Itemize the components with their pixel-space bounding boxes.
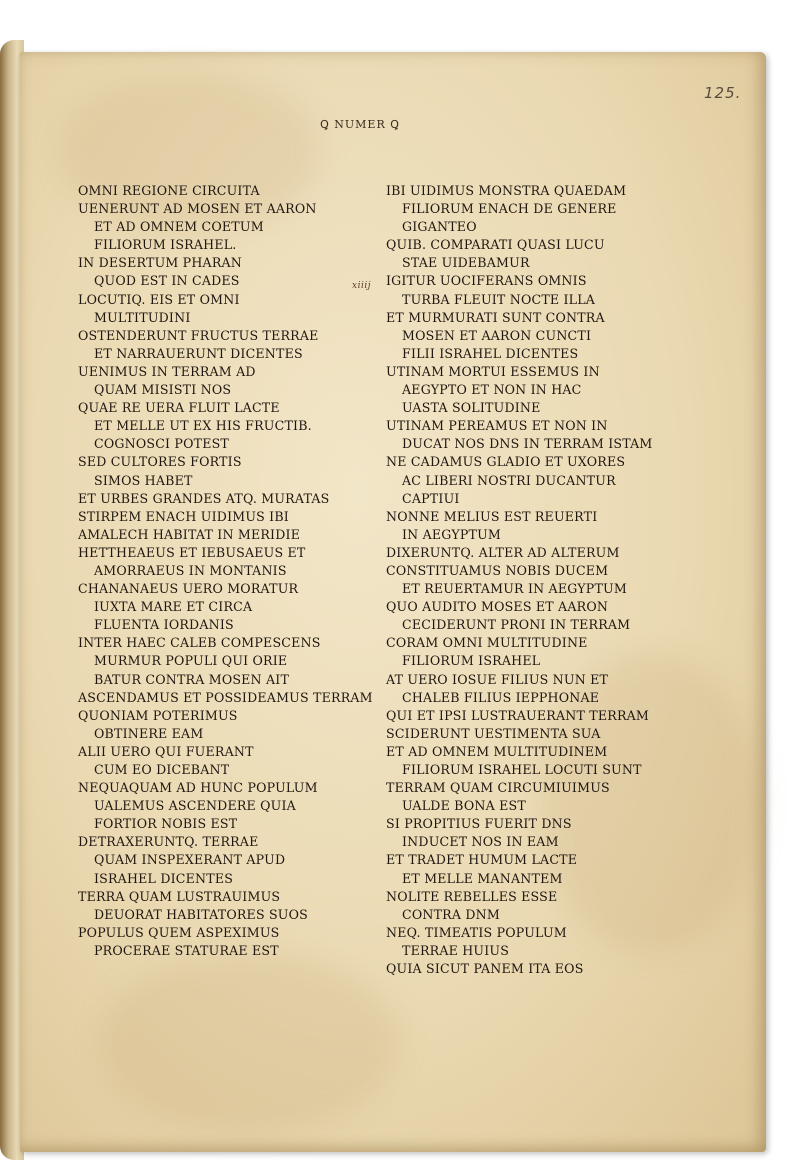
text-line: TERRAE HUIUS bbox=[402, 942, 510, 958]
text-line: SI PROPITIUS FUERIT DNS bbox=[386, 816, 572, 832]
text-line: NEQ. TIMEATIS POPULUM bbox=[386, 924, 567, 940]
text-line: ET REUERTAMUR IN AEGYPTUM bbox=[402, 581, 627, 597]
text-line: GIGANTEO bbox=[402, 219, 477, 235]
text-line: UALDE BONA EST bbox=[402, 798, 526, 814]
text-line: ET MELLE MANANTEM bbox=[402, 870, 563, 886]
text-line: MOSEN ET AARON CUNCTI bbox=[402, 327, 592, 343]
marginal-chapter-note: xiiij bbox=[352, 281, 372, 291]
text-line: CONSTITUAMUS NOBIS DUCEM bbox=[386, 562, 609, 578]
text-line: NONNE MELIUS EST REUERTI bbox=[386, 508, 598, 524]
text-line: NE CADAMUS GLADIO ET UXORES bbox=[386, 454, 626, 470]
parchment-stain bbox=[100, 952, 400, 1132]
text-line: ET MURMURATI SUNT CONTRA bbox=[386, 309, 605, 325]
running-head: Ꝗ NUMER Ꝗ bbox=[320, 118, 400, 131]
folio-number: 125. bbox=[704, 84, 742, 102]
text-line: ET TRADET HUMUM LACTE bbox=[386, 852, 578, 868]
text-line: FILIORUM ISRAHEL LOCUTI SUNT bbox=[402, 762, 642, 777]
text-line: NEQUAQUAM AD HUNC POPULUM bbox=[78, 780, 318, 796]
text-line: OMNI REGIONE CIRCUITA bbox=[78, 183, 260, 198]
text-line: CORAM OMNI MULTITUDINE bbox=[386, 635, 588, 651]
text-line: SIMOS HABET bbox=[94, 472, 193, 488]
text-line: INTER HAEC CALEB COMPESCENS bbox=[78, 635, 321, 651]
text-line: ET AD OMNEM MULTITUDINEM bbox=[386, 743, 608, 759]
text-line: DEUORAT HABITATORES SUOS bbox=[94, 906, 308, 922]
text-line: QUIB. COMPARATI QUASI LUCU bbox=[386, 237, 605, 253]
text-line: OBTINERE EAM bbox=[94, 725, 204, 741]
text-line: IUXTA MARE ET CIRCA bbox=[94, 599, 253, 615]
text-line: TURBA FLEUIT NOCTE ILLA bbox=[402, 291, 596, 307]
text-line: QUAM INSPEXERANT APUD bbox=[94, 852, 286, 868]
text-line: FORTIOR NOBIS EST bbox=[94, 816, 238, 832]
text-line: AT UERO IOSUE FILIUS NUN ET bbox=[386, 671, 609, 687]
text-line: ASCENDAMUS ET POSSIDEAMUS TERRAM bbox=[78, 689, 373, 705]
text-line: CHANANAEUS UERO MORATUR bbox=[78, 581, 299, 597]
text-line: MURMUR POPULI QUI ORIE bbox=[94, 653, 288, 669]
text-line: AMALECH HABITAT IN MERIDIE bbox=[78, 526, 301, 542]
text-line: QUOD EST IN CADES bbox=[94, 273, 240, 289]
running-head-text: NUMER bbox=[334, 118, 386, 131]
text-line: FLUENTA IORDANIS bbox=[94, 617, 234, 633]
text-line: UENERUNT AD MOSEN ET AARON bbox=[78, 201, 317, 217]
text-line: FILIORUM ISRAHEL bbox=[402, 653, 541, 669]
text-line: POPULUS QUEM ASPEXIMUS bbox=[78, 924, 280, 940]
text-line: UTINAM MORTUI ESSEMUS IN bbox=[386, 363, 600, 379]
text-line: QUI ET IPSI LUSTRAUERANT TERRAM bbox=[386, 707, 650, 723]
text-line: CUM EO DICEBANT bbox=[94, 762, 230, 777]
text-line: STAE UIDEBAMUR bbox=[402, 255, 530, 271]
text-line: UENIMUS IN TERRAM AD bbox=[78, 363, 256, 379]
text-line: ET NARRAUERUNT DICENTES bbox=[94, 345, 303, 361]
text-line: FILIORUM ISRAHEL. bbox=[94, 237, 237, 253]
text-line: INDUCET NOS IN EAM bbox=[402, 834, 559, 850]
text-line: UTINAM PEREAMUS ET NON IN bbox=[386, 418, 608, 434]
text-line: IN DESERTUM PHARAN bbox=[78, 255, 243, 271]
text-line: FILIORUM ENACH DE GENERE bbox=[402, 201, 617, 217]
text-line: QUAM MISISTI NOS bbox=[94, 382, 232, 398]
text-line: ET URBES GRANDES ATQ. MURATAS bbox=[78, 490, 330, 506]
text-line: PROCERAE STATURAE EST bbox=[94, 942, 279, 958]
text-line: IN AEGYPTUM bbox=[402, 526, 502, 542]
text-line: IBI UIDIMUS MONSTRA QUAEDAM bbox=[386, 183, 627, 198]
text-line: TERRAM QUAM CIRCUMIUIMUS bbox=[386, 780, 610, 796]
text-line: QUONIAM POTERIMUS bbox=[78, 707, 238, 723]
text-line: SED CULTORES FORTIS bbox=[78, 454, 242, 470]
text-line: MULTITUDINI bbox=[94, 309, 191, 325]
text-line: IGITUR UOCIFERANS OMNIS bbox=[386, 273, 587, 289]
text-line: DETRAXERUNTQ. TERRAE bbox=[78, 834, 259, 850]
text-line: OSTENDERUNT FRUCTUS TERRAE bbox=[78, 327, 319, 343]
text-line: CHALEB FILIUS IEPPHONAE bbox=[402, 689, 600, 705]
text-line: QUO AUDITO MOSES ET AARON bbox=[386, 599, 609, 615]
text-column-right bbox=[386, 182, 656, 978]
text-line: ISRAHEL DICENTES bbox=[94, 870, 234, 886]
text-line: QUIA SICUT PANEM ITA EOS bbox=[386, 961, 584, 977]
text-line: SCIDERUNT UESTIMENTA SUA bbox=[386, 725, 601, 741]
text-line: AC LIBERI NOSTRI DUCANTUR bbox=[402, 472, 616, 488]
text-line: FILII ISRAHEL DICENTES bbox=[402, 345, 579, 361]
text-line: AEGYPTO ET NON IN HAC bbox=[402, 382, 582, 398]
text-line: ET AD OMNEM COETUM bbox=[94, 219, 264, 235]
text-line: UALEMUS ASCENDERE QUIA bbox=[94, 798, 296, 814]
text-line: STIRPEM ENACH UIDIMUS IBI bbox=[78, 508, 289, 524]
text-line: HETTHEAEUS ET IEBUSAEUS ET bbox=[78, 544, 306, 560]
text-line: LOCUTIQ. EIS ET OMNI bbox=[78, 291, 240, 307]
text-line: DIXERUNTQ. ALTER AD ALTERUM bbox=[386, 544, 620, 560]
text-line: CONTRA DNM bbox=[402, 906, 500, 922]
text-line: UASTA SOLITUDINE bbox=[402, 400, 541, 416]
text-line: ALII UERO QUI FUERANT bbox=[78, 743, 254, 759]
text-line: ET MELLE UT EX HIS FRUCTIB. bbox=[94, 418, 312, 434]
text-line: NOLITE REBELLES ESSE bbox=[386, 888, 558, 904]
text-line: CECIDERUNT PRONI IN TERRAM bbox=[402, 617, 631, 633]
text-line: AMORRAEUS IN MONTANIS bbox=[94, 562, 287, 578]
text-line: COGNOSCI POTEST bbox=[94, 436, 230, 452]
text-line: QUAE RE UERA FLUIT LACTE bbox=[78, 400, 280, 416]
text-line: TERRA QUAM LUSTRAUIMUS bbox=[78, 888, 281, 904]
text-line: CAPTIUI bbox=[402, 490, 460, 506]
text-line: BATUR CONTRA MOSEN AIT bbox=[94, 671, 290, 687]
text-line: DUCAT NOS DNS IN TERRAM ISTAM bbox=[402, 436, 653, 452]
